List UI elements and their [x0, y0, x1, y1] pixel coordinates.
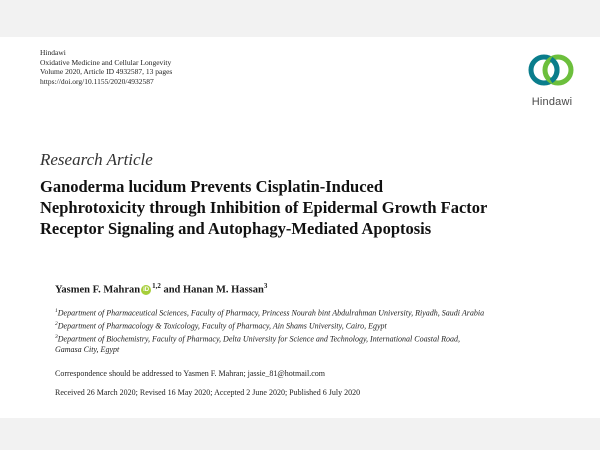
bottom-margin-bar [0, 418, 600, 450]
logo-wordmark: Hindawi [531, 96, 573, 108]
orcid-icon[interactable]: iD [143, 287, 150, 294]
title-line: Receptor Signaling and Autophagy-Mediated Apoptosis [40, 219, 432, 238]
title-line: Nephrotoxicity through Inhibition of Epidermal Growth Factor [40, 198, 488, 217]
publication-dates: Received 26 March 2020; Revised 16 May 2020; Accepted 2 June 2020; Published 6 July 2020 [55, 388, 361, 397]
affiliation-item [55, 306, 585, 319]
affiliation-text: Gamasa City, Egypt [55, 345, 120, 355]
affiliation-number: 2 [55, 321, 58, 328]
affiliation-item [55, 319, 585, 332]
author-name[interactable]: Hanan M. Hassan [183, 284, 264, 296]
article-type: Research Article [40, 150, 153, 169]
journal-name: Oxidative Medicine and Cellular Longevity [40, 57, 172, 67]
affiliation-list [55, 306, 585, 356]
affiliation-item-continued [55, 345, 585, 356]
volume-info: Volume 2020, Article ID 4932587, 13 pages [40, 67, 173, 76]
affiliation-text: Department of Pharmaceutical Sciences, Faculty of Pharmacy, Princess Nourah bint Abdulrahman University, Riyadh, Saudi Arabia [57, 308, 485, 318]
author-connector: and [163, 284, 181, 296]
article-title [40, 176, 580, 239]
journal-meta [40, 48, 172, 86]
affiliation-marker: 1,2 [152, 282, 161, 290]
top-margin-bar [0, 0, 600, 37]
author-name[interactable]: Yasmen F. Mahran [55, 284, 141, 296]
author-list [55, 282, 267, 296]
correspondence-note: Correspondence should be addressed to Yasmen F. Mahran; jassie_81@hotmail.com [55, 369, 326, 378]
publisher-name: Hindawi [40, 48, 66, 57]
affiliation-number: 3 [55, 334, 58, 341]
affiliation-text: Department of Pharmacology & Toxicology, Faculty of Pharmacy, Ain Shams University, Cairo, Egypt [57, 321, 387, 331]
affiliation-text: Department of Biochemistry, Faculty of Pharmacy, Delta University for Science and Technology, International Coastal Road, [57, 334, 461, 344]
affiliation-item [55, 332, 585, 345]
affiliation-marker: 3 [263, 282, 268, 290]
affiliation-number: 1 [55, 308, 58, 314]
title-line: Ganoderma lucidum Prevents Cisplatin-Induced [40, 177, 384, 196]
doi-link[interactable]: https://doi.org/10.1155/2020/4932587 [40, 76, 154, 86]
